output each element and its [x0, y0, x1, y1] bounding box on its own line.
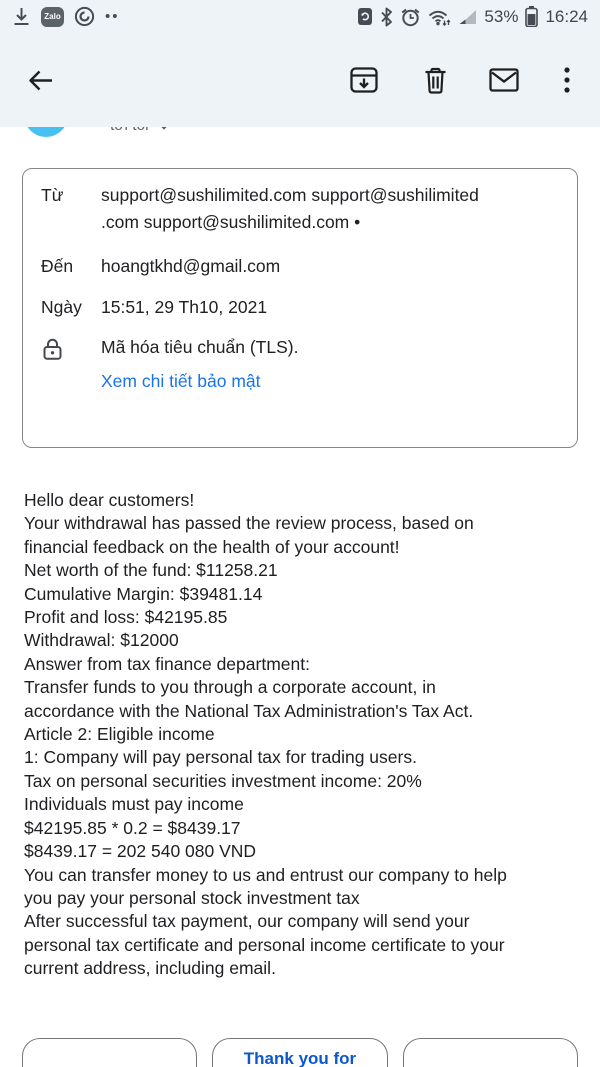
alarm-icon	[400, 7, 421, 27]
signal-icon	[458, 9, 477, 25]
body-line: Answer from tax finance department:	[24, 653, 310, 674]
smart-reply-row	[22, 1038, 578, 1067]
body-line: Net worth of the fund: $11258.21	[24, 560, 278, 581]
body-line: Cumulative Margin: $39481.14	[24, 583, 263, 604]
back-button[interactable]	[16, 33, 64, 127]
status-time: 16:24	[545, 6, 588, 26]
lock-icon	[41, 334, 101, 362]
notification-overflow-dots: ••	[105, 7, 120, 25]
status-bar	[0, 0, 600, 33]
body-line: 1: Company will pay personal tax for trading users.	[24, 747, 417, 768]
date-value: 15:51, 29 Th10, 2021	[101, 297, 268, 317]
from-label: Từ	[41, 185, 64, 205]
message-body	[24, 489, 580, 981]
body-line: you pay your personal stock investment tax	[24, 887, 360, 908]
from-row	[41, 182, 563, 236]
battery-saver-icon	[357, 7, 373, 26]
archive-icon	[350, 67, 378, 93]
status-right-cluster	[357, 6, 588, 27]
archive-button[interactable]	[340, 33, 388, 127]
body-line: Individuals must pay income	[24, 794, 244, 815]
body-line: $42195.85 * 0.2 = $8439.17	[24, 817, 241, 838]
to-value: hoangtkhd@gmail.com	[101, 256, 281, 276]
battery-icon	[525, 6, 538, 27]
download-icon	[12, 7, 31, 27]
security-row	[41, 334, 563, 362]
body-line: current address, including email.	[24, 958, 276, 979]
body-line: Tax on personal securities investment income: 20%	[24, 770, 422, 791]
body-line: Transfer funds to you through a corporate account, in	[24, 677, 436, 698]
data-saver-icon	[74, 6, 95, 27]
security-text: Mã hóa tiêu chuẩn (TLS).	[101, 337, 299, 357]
date-row	[41, 294, 563, 321]
to-label: Đến	[41, 256, 74, 276]
security-details-link[interactable]: Xem chi tiết bảo mật	[101, 371, 261, 391]
body-line: Withdrawal: $12000	[24, 630, 179, 651]
smart-reply-chip[interactable]	[22, 1038, 197, 1067]
body-line: Your withdrawal has passed the review process, based on	[24, 513, 474, 534]
delete-button[interactable]	[411, 33, 459, 127]
body-line: accordance with the National Tax Administration's Tax Act.	[24, 700, 474, 721]
message-toolbar	[0, 33, 600, 127]
envelope-icon	[489, 68, 519, 92]
back-arrow-icon	[26, 66, 55, 95]
zalo-icon: Zalo	[41, 7, 64, 27]
battery-percent: 53%	[484, 6, 519, 26]
trash-icon	[424, 67, 447, 94]
bluetooth-icon	[380, 7, 393, 27]
more-options-button[interactable]	[547, 33, 587, 127]
smart-reply-chip[interactable]	[403, 1038, 578, 1067]
body-line: Article 2: Eligible income	[24, 724, 215, 745]
message-details-card	[22, 168, 578, 448]
smart-reply-chip[interactable]: Thank you for	[212, 1038, 387, 1067]
body-line: Hello dear customers!	[24, 490, 195, 510]
body-line: personal tax certificate and personal income certificate to your	[24, 934, 505, 955]
status-left-icons	[12, 6, 120, 27]
body-line: You can transfer money to us and entrust our company to help	[24, 864, 507, 885]
vertical-dots-icon	[564, 67, 570, 93]
body-line: $8439.17 = 202 540 080 VND	[24, 841, 257, 862]
body-line: After successful tax payment, our company will send your	[24, 911, 470, 932]
from-value: support@sushilimited.com support@sushilimited .com support@sushilimited.com •	[101, 185, 479, 232]
date-label: Ngày	[41, 297, 82, 317]
body-line: financial feedback on the health of your account!	[24, 536, 400, 557]
mark-unread-button[interactable]	[480, 33, 528, 127]
to-row	[41, 253, 563, 280]
wifi-icon	[428, 7, 451, 27]
body-line: Profit and loss: $42195.85	[24, 607, 228, 628]
